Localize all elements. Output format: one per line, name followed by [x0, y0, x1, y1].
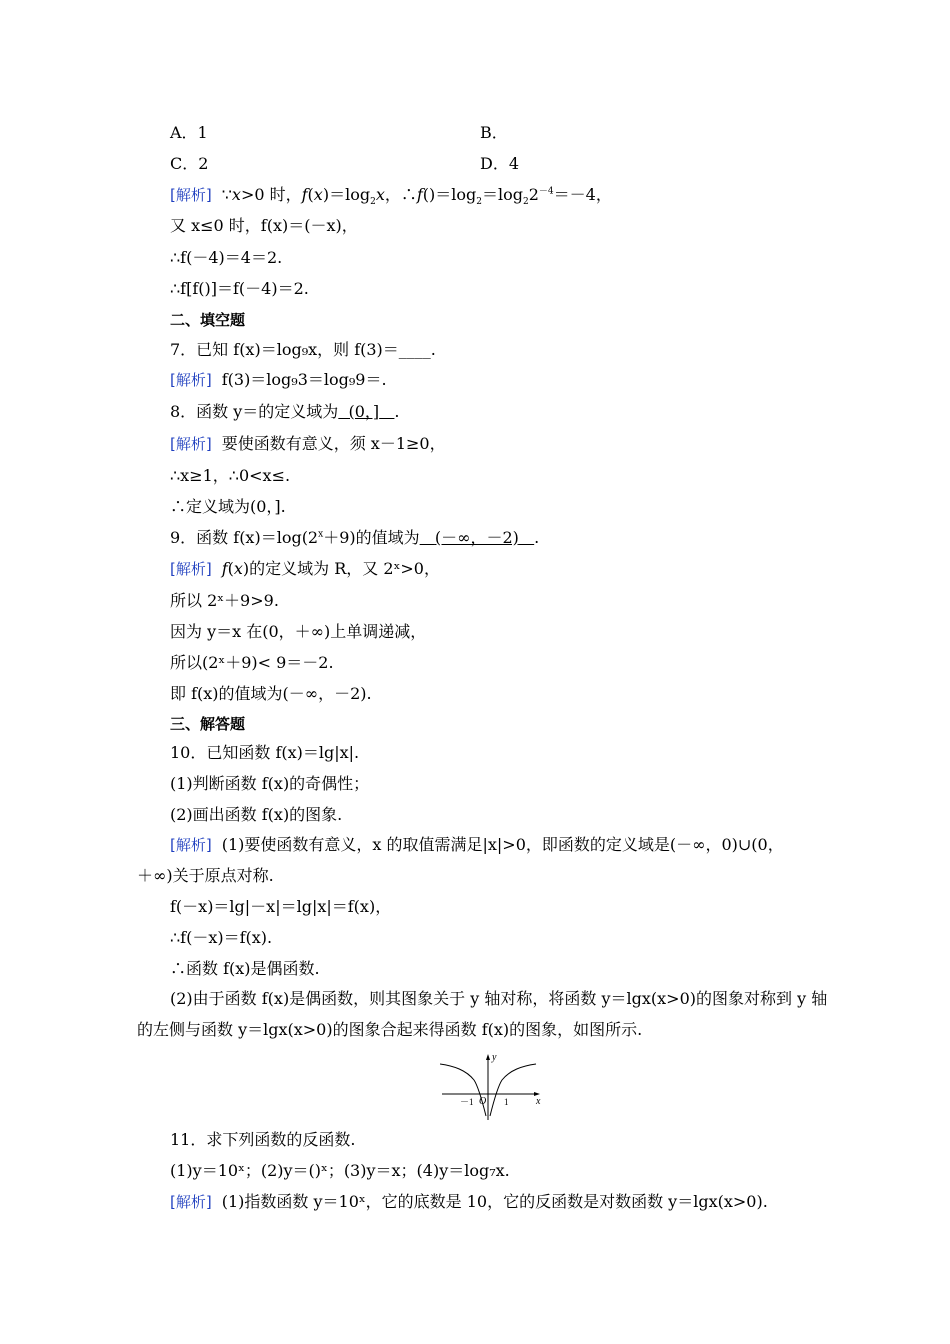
- q8-analysis-3: ∴定义域为(0，].: [170, 497, 286, 516]
- q9-analysis-4: 所以(2ˣ＋9)< 9＝－2.: [170, 653, 334, 672]
- q9-answer-blank: (－∞，－2): [434, 528, 519, 547]
- q10-analysis-6: (2)由于函数 f(x)是偶函数，则其图象关于 y 轴对称，将函数 y＝lgx(x>0)的图象对称到 y 轴: [170, 989, 828, 1008]
- q8-analysis-2: ∴x≥1，∴0<x≤.: [170, 466, 291, 485]
- y-axis-arrow: [486, 1054, 490, 1060]
- analysis-tag: [解析]: [170, 186, 212, 204]
- q8-analysis-1: [解析] 要使函数有意义，须 x－1≥0，: [170, 434, 446, 453]
- q6-analysis-1: [解析] ∵x>0 时，$f(x)=\log_2x$，$\therefore f()=\log_2=\log_22^{-4}=-4$，: [170, 185, 612, 208]
- q7-analysis: [解析] f(3)＝log₉3＝log₉9＝.: [170, 370, 387, 389]
- q6-analysis-3: ∴f(－4)＝4＝2.: [170, 248, 283, 267]
- q9-analysis-3: 因为 y＝x 在(0，＋∞)上单调递减，: [170, 622, 427, 641]
- q9-analysis-2: 所以 2ˣ＋9>9.: [170, 591, 279, 610]
- q9-analysis-1: [解析] f(x)的定义域为 R，又 2ˣ>0，: [170, 559, 440, 578]
- q11-text: 11．求下列函数的反函数.: [170, 1130, 356, 1149]
- q8-text: 8．函数 y＝的定义域为 (0，] .: [170, 402, 400, 421]
- q10-analysis-3: f(－x)＝lg|－x|＝lg|x|＝f(x)，: [170, 897, 392, 916]
- option-a: A．1: [170, 123, 208, 142]
- option-c: C．2: [170, 154, 209, 173]
- option-b: B．: [480, 123, 508, 142]
- q9-analysis-5: 即 f(x)的值域为(－∞，－2).: [170, 684, 372, 703]
- q8-answer-blank: (0，]: [348, 402, 380, 421]
- q11-items: (1)y＝10ˣ；(2)y＝()ˣ；(3)y＝x；(4)y＝log₇x.: [170, 1161, 510, 1180]
- q10-analysis-4: ∴f(－x)＝f(x).: [170, 928, 273, 947]
- y-label: y: [492, 1052, 497, 1063]
- q10-text: 10．已知函数 f(x)＝lg|x|.: [170, 743, 360, 762]
- q7-text: 7．已知 f(x)＝log₉x，则 f(3)＝____.: [170, 340, 436, 359]
- q10-analysis-7: 的左侧与函数 y＝lgx(x>0)的图象合起来得函数 f(x)的图象，如图所示.: [137, 1020, 643, 1039]
- neg-one-label: －1: [460, 1097, 474, 1107]
- q9-text: 9．函数 $f(x)=\log(2^x+9)$的值域为 (－∞，－2) .: [170, 528, 540, 547]
- q10-analysis-1: [解析] (1)要使函数有意义，x 的取值需满足|x|>0，即函数的定义域是(－∞，0)∪(0，: [170, 835, 784, 854]
- x-label: x: [536, 1096, 541, 1107]
- q11-analysis: [解析] (1)指数函数 y＝10ˣ，它的底数是 10，它的反函数是对数函数 y＝lgx(x>0).: [170, 1192, 768, 1211]
- q10-part-1: (1)判断函数 f(x)的奇偶性；: [170, 774, 370, 793]
- q10-analysis-5: ∴函数 f(x)是偶函数.: [170, 959, 320, 978]
- q6-analysis-4: ∴f[f()]＝f(－4)＝2.: [170, 279, 309, 298]
- origin-label: O: [479, 1096, 487, 1107]
- right-branch: [490, 1064, 536, 1116]
- q6-analysis-2: 又 x≤0 时，f(x)＝(－x)，: [170, 216, 358, 235]
- section-fill-blank: 二、填空题: [170, 311, 246, 329]
- option-d: D．4: [480, 154, 520, 173]
- left-branch: [440, 1064, 486, 1116]
- section-answer: 三、解答题: [170, 715, 246, 733]
- q10-analysis-2: ＋∞)关于原点对称.: [137, 866, 274, 885]
- q10-part-2: (2)画出函数 f(x)的图象.: [170, 805, 343, 824]
- one-label: 1: [504, 1097, 509, 1107]
- lg-abs-x-graph: [440, 1050, 544, 1122]
